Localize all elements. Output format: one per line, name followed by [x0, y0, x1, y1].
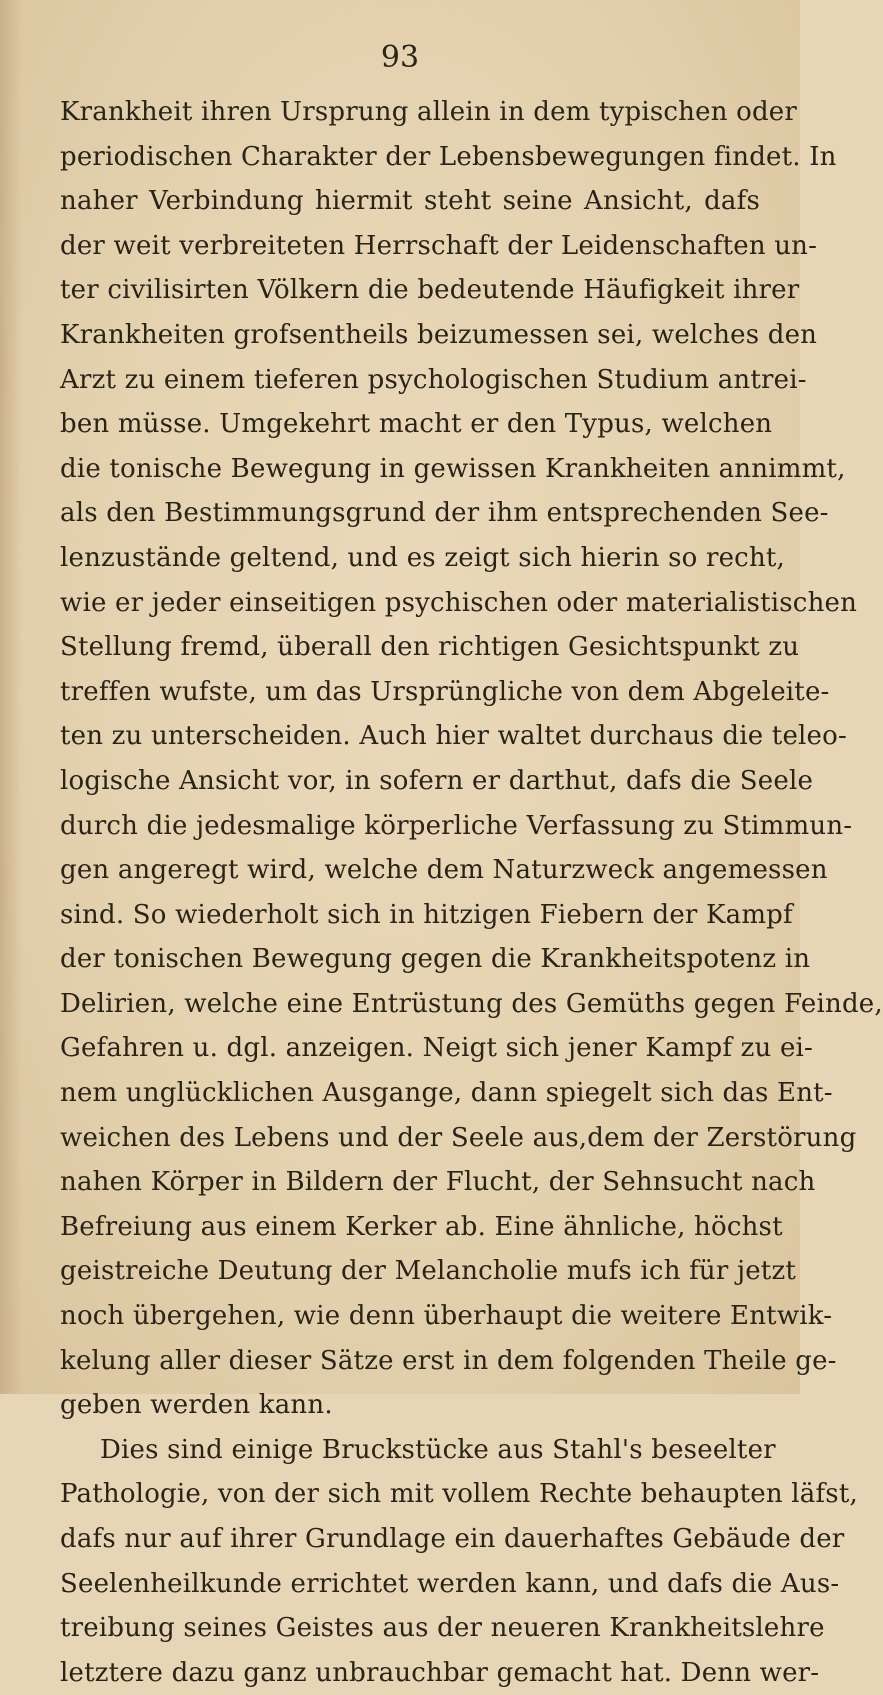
text-line: Krankheiten grofsentheils beizumessen sei, welches den [60, 319, 818, 350]
text-line: Gefahren u. dgl. anzeigen. Neigt sich jener Kampf zu ei- [60, 1033, 814, 1064]
text-line-paragraph-start: Dies sind einige Bruckstücke aus Stahl's beseelter [100, 1434, 776, 1465]
page-edge-shadow [0, 0, 22, 1394]
text-line: die tonische Bewegung in gewissen Krankheiten annimmt, [60, 453, 846, 484]
text-line: Befreiung aus einem Kerker ab. Eine ähnliche, höchst [60, 1211, 783, 1242]
text-line: kelung aller dieser Sätze erst in dem folgenden Theile ge- [60, 1345, 837, 1376]
text-line: als den Bestimmungsgrund der ihm entsprechenden See- [60, 498, 829, 529]
text-line: nahen Körper in Bildern der Flucht, der Sehnsucht nach [60, 1167, 816, 1198]
text-line: sind. So wiederholt sich in hitzigen Fiebern der Kampf [60, 899, 793, 930]
text-line: Arzt zu einem tieferen psychologischen Studium antrei- [60, 364, 807, 395]
text-line: Krankheit ihren Ursprung allein in dem typischen oder [60, 97, 798, 127]
text-line: lenzustände geltend, und es zeigt sich hierin so recht, [60, 542, 785, 573]
text-line: ter civilisirten Völkern die bedeutende Häufigkeit ihrer [60, 275, 800, 306]
text-line: treibung seines Geistes aus der neueren Krankheitslehre [60, 1613, 825, 1644]
text-line: durch die jedesmalige körperliche Verfassung zu Stimmun- [60, 810, 853, 841]
text-line: gen angeregt wird, welche dem Naturzweck angemessen [60, 855, 828, 886]
text-line: logische Ansicht vor, in sofern er darthut, dafs die Seele [60, 765, 814, 796]
text-line: Pathologie, von der sich mit vollem Rechte behaupten läfst, [60, 1479, 858, 1510]
text-line-paragraph-end: geben werden kann. [60, 1390, 333, 1421]
text-line: nem unglücklichen Ausgange, dann spiegelt sich das Ent- [60, 1078, 833, 1109]
text-line: der tonischen Bewegung gegen die Krankheitspotenz in [60, 944, 811, 975]
text-line: geistreiche Deutung der Melancholie mufs ich für jetzt [60, 1256, 797, 1287]
text-line: periodischen Charakter der Lebensbewegungen findet. In [60, 141, 837, 172]
text-line: ten zu unterscheiden. Auch hier waltet durchaus die teleo- [60, 721, 847, 752]
text-line: wie er jeder einseitigen psychischen oder materialistischen [60, 587, 858, 618]
text-line: Seelenheilkunde errichtet werden kann, und dafs die Aus- [60, 1568, 840, 1599]
body-text [60, 90, 883, 1695]
text-line: letztere dazu ganz unbrauchbar gemacht hat. Denn wer- [60, 1657, 820, 1688]
text-line: treffen wufste, um das Ursprüngliche von dem Abgeleite- [60, 676, 830, 707]
text-line: der weit verbreiteten Herrschaft der Leidenschaften un- [60, 230, 818, 261]
text-line: dafs nur auf ihrer Grundlage ein dauerhaftes Gebäude der [60, 1524, 845, 1554]
text-line: Delirien, welche eine Entrüstung des Gemüths gegen Feinde, [60, 988, 883, 1019]
page-number: 93 [380, 40, 420, 75]
text-line: noch übergehen, wie denn überhaupt die weitere Entwik- [60, 1301, 833, 1332]
text-line: weichen des Lebens und der Seele aus,dem der Zerstörung [60, 1122, 857, 1153]
text-line: Stellung fremd, überall den richtigen Gesichtspunkt zu [60, 632, 800, 663]
text-line: naher Verbindung hiermit steht seine Ansicht, dafs [60, 186, 760, 217]
text-line: ben müsse. Umgekehrt macht er den Typus, welchen [60, 409, 773, 440]
